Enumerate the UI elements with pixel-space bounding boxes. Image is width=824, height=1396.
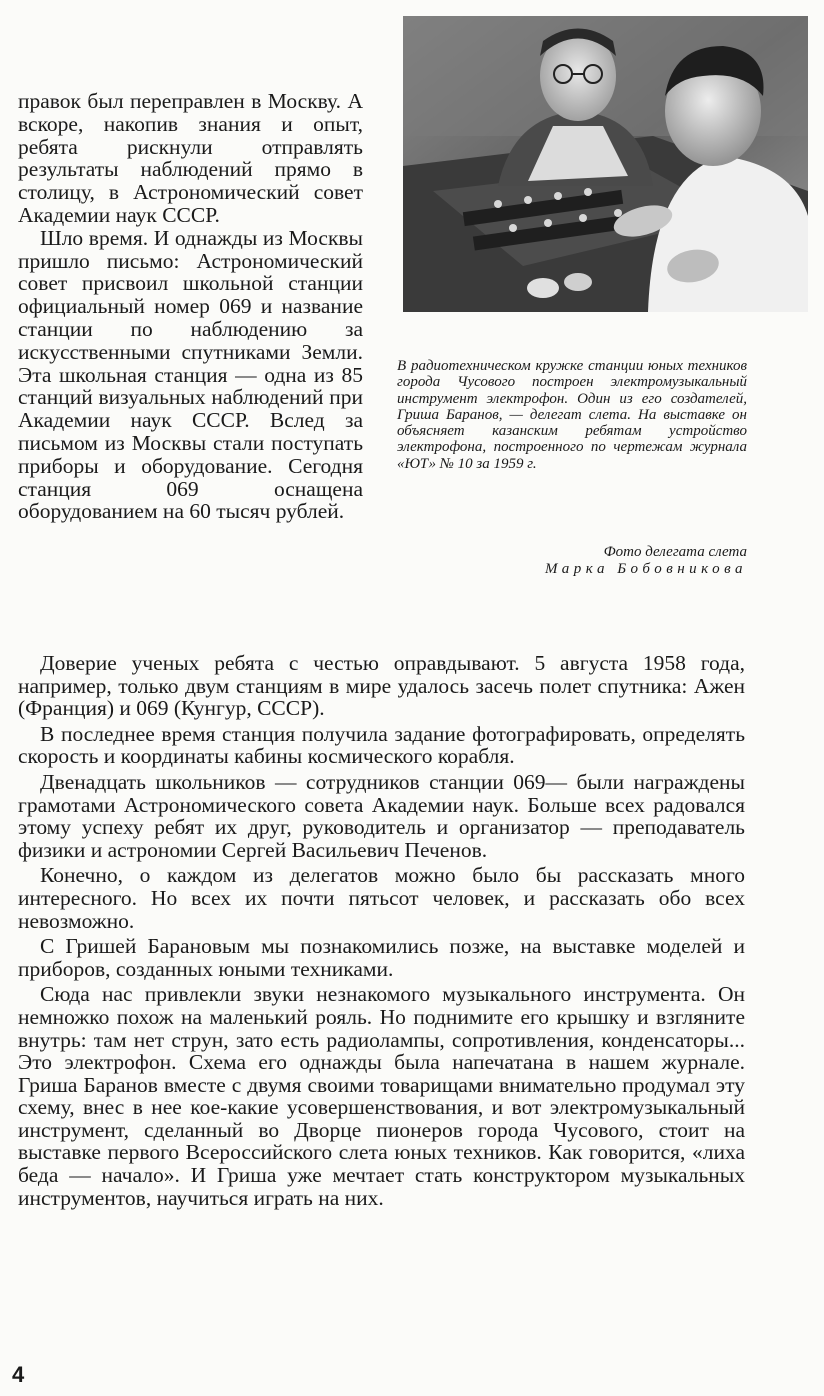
page-number: 4 xyxy=(12,1362,25,1387)
full-width-text xyxy=(18,652,745,1212)
photo-electrophone xyxy=(403,16,808,312)
left-paragraph-1: правок был переправлен в Москву. А вскоре, накопив знания и опыт, ребята рискнули отправлять результаты наблюдений прямо в столицу, в Астрономический совет Академии наук СССР. xyxy=(18,89,363,227)
photo-credit-line2: Марка Бобовникова xyxy=(545,561,747,577)
body-paragraph-3: Двенадцать школьников — сотрудников станции 069— были награждены грамотами Астрономического совета Академии наук. Больше всех радовался этому успеху ребят их друг, руководитель и организатор — преподаватель физики и астрономии Сергей Васильевич Печенов. xyxy=(18,769,745,862)
left-paragraph-2: Шло время. И однажды из Москвы пришло письмо: Астрономический совет присвоил школьной станции официальный номер 069 и название станции по наблюдению за искусственными спутниками Земли. Эта школьная станция — одна из 85 станций визуальных наблюдений при Академии наук СССР. Вслед за письмом из Москвы стали поступать приборы и оборудование. Сегодня станция 069 оснащена оборудованием на 60 тысяч рублей. xyxy=(18,225,363,524)
body-paragraph-4: Конечно, о каждом из делегатов можно было бы рассказать много интересного. Но всех их почти пятьсот человек, и рассказать обо всех невозможно. xyxy=(18,863,745,933)
photo-caption: В радиотехническом кружке станции юных техников города Чусового построен электромузыкальный инструмент электрофон. Один из его создателей, Гриша Баранов, — делегат слета. На выставке он объясняет казанским ребятам устройство электрофона, построенного по чертежам журнала «ЮТ» № 10 за 1959 г. xyxy=(397,358,747,472)
photo-credit xyxy=(455,544,747,578)
left-column-text xyxy=(18,90,363,523)
photo-credit-line1: Фото делегата слета xyxy=(603,544,747,560)
body-paragraph-1: Доверие ученых ребята с честью оправдывают. 5 августа 1958 года, например, только двум станциям в мире удалось засечь полет спутника: Ажен (Франция) и 069 (Кунгур, СССР). xyxy=(18,651,745,721)
body-paragraph-6: Сюда нас привлекли звуки незнакомого музыкального инструмента. Он немножко похож на маленький рояль. Но поднимите его крышку и взгляните внутрь: там нет струн, зато есть радиолампы, сопротивления, конденсаторы... Это электрофон. Схема его однажды была напечатана в нашем журнале. Гриша Баранов вместе с двумя своими товарищами внимательно продумал эту схему, внес в нее кое-какие усовершенствования, и вот электромузыкальный инструмент, сделанный во Дворце пионеров города Чусового, стоит на выставке первого Всероссийского слета юных техников. Как говорится, «лиха беда — начало». И Гриша уже мечтает стать конструктором музыкальных инструментов, научиться играть на них. xyxy=(18,982,745,1210)
body-paragraph-5: С Гришей Барановым мы познакомились позже, на выставке моделей и приборов, созданных юными техниками. xyxy=(18,934,745,981)
body-paragraph-2: В последнее время станция получила задание фотографировать, определять скорость и координаты кабины космического корабля. xyxy=(18,721,745,769)
